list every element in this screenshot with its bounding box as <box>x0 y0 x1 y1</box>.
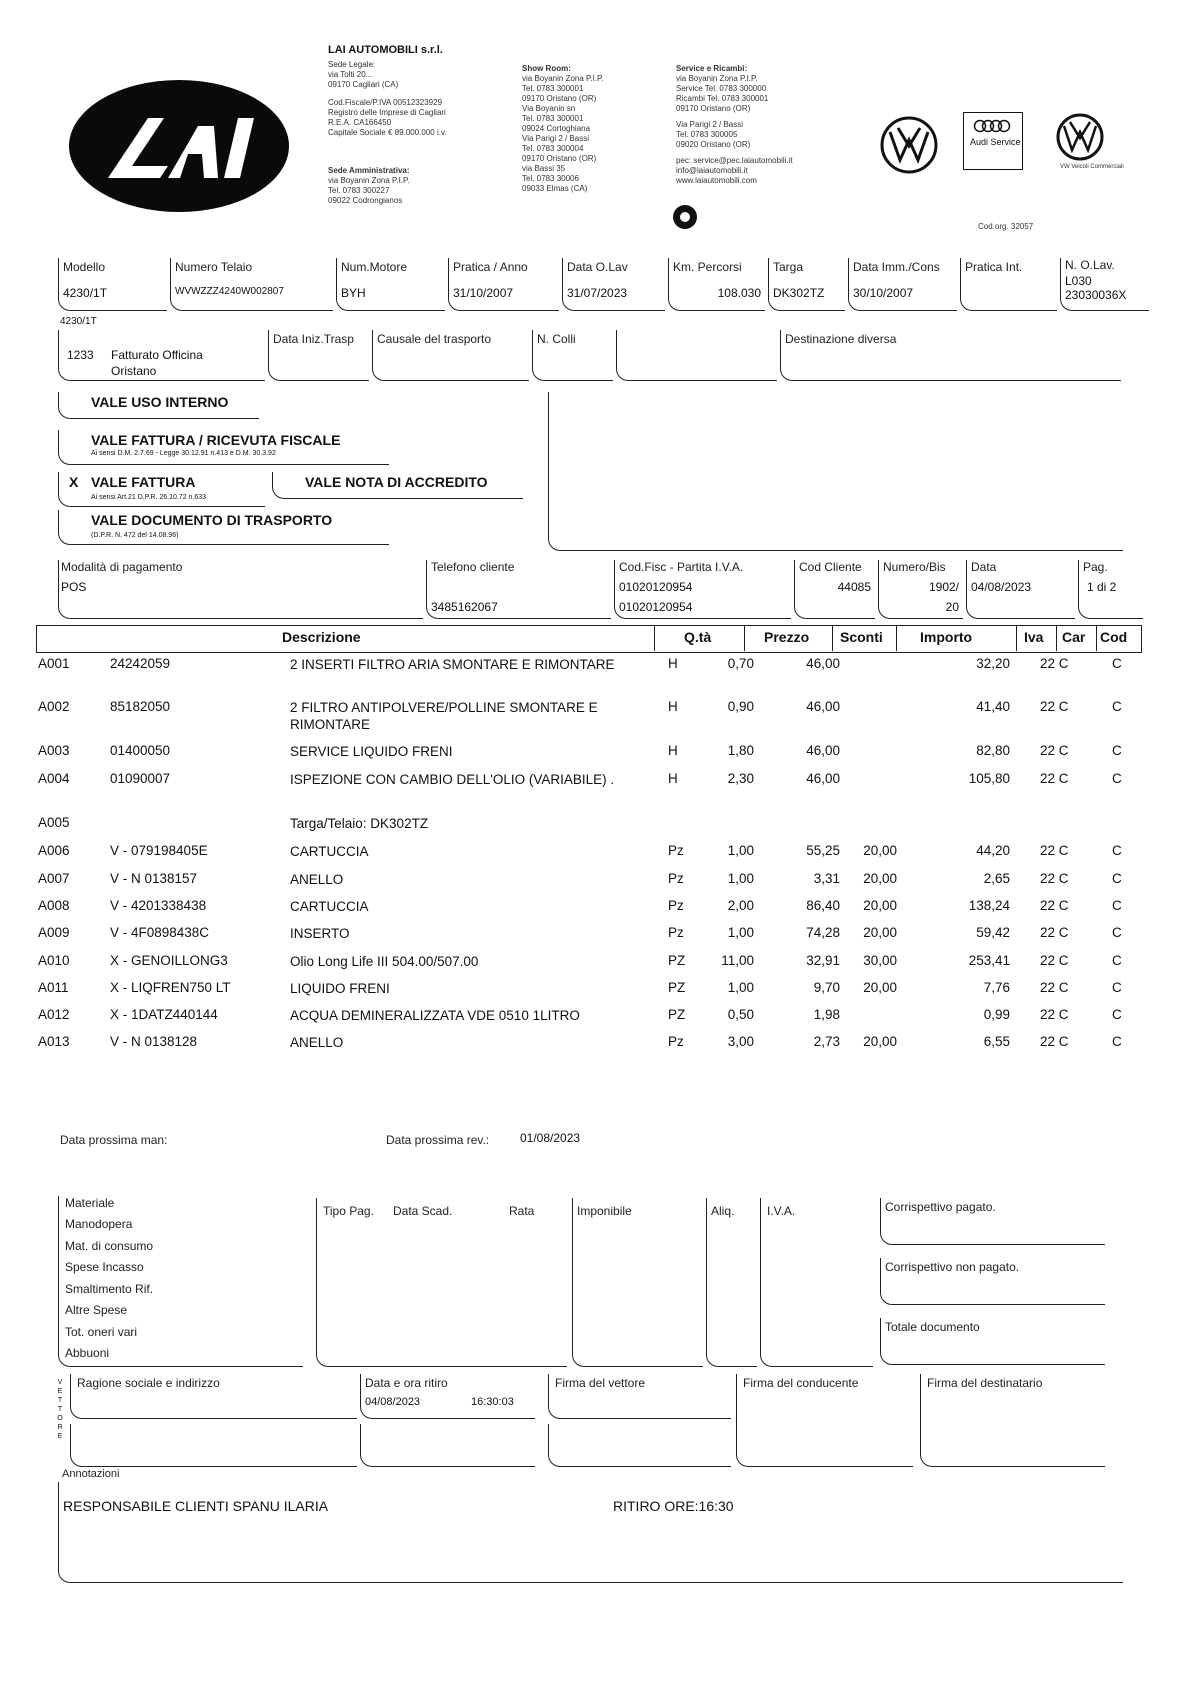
field-pagina: Pag. 1 di 2 <box>1078 560 1143 619</box>
company-col1b: Sede Amministrativa: via Boyanin Zona P.I.P. Tel. 0783 300227 09022 Codrongianos <box>328 166 410 205</box>
company-name: LAI AUTOMOBILI s.r.l. <box>328 44 443 56</box>
th-qta: Q.tà <box>684 629 712 645</box>
responsabile-text: RESPONSABILE CLIENTI SPANU ILARIA <box>63 1498 329 1514</box>
table-row: A006 V - 079198405E CARTUCCIA Pz 1,00 55,25 20,00 44,20 22 C C <box>38 843 1122 859</box>
table-header <box>36 625 1142 653</box>
vw-commercial-caption: VW Veicoli Commerciali <box>1060 164 1124 170</box>
table-row: A010 X - GENOILLONG3 Olio Long Life III 504.00/507.00 PZ 11,00 32,91 30,00 253,41 22 C C <box>38 953 1122 969</box>
field-pratica-anno: Pratica / Anno 31/10/2007 <box>448 258 559 311</box>
next-maintenance-label: Data prossima man: <box>60 1133 168 1147</box>
fattura-checkmark: X <box>69 474 79 490</box>
field-modello: Modello 4230/1T <box>58 258 167 311</box>
table-row: A005 Targa/Telaio: DK302TZ <box>38 815 429 831</box>
check-fattura-ricevuta[interactable]: VALE FATTURA / RICEVUTA FISCALE Ai sensi D.M. 2.7.69 - Legge 30.12.91 n.413 e D.M. 30.3.92 <box>58 430 389 465</box>
table-row: A009 V - 4F0898438C INSERTO Pz 1,00 74,28 20,00 59,42 22 C C <box>38 925 1122 941</box>
model-sub: 4230/1T <box>60 316 97 327</box>
field-codfisc: Cod.Fisc - Partita I.V.A. 01020120954 01020120954 <box>614 560 791 619</box>
cod-org: Cod.org. 32057 <box>978 222 1034 231</box>
company-col2: Show Room: via Boyanin Zona P.I.P. Tel. 0783 300001 09170 Oristano (OR) Via Boyanin sn Tel. 0783 300001 09024 Cortoghiana Via Parigi 2 / Bassi Tel. 0783 300004 09170 Oristano (OR) via Bassi 35 Tel. 0783 30006 09033 Elmas (CA) <box>522 64 604 193</box>
audi-service-logo: Audi Service <box>963 112 1023 170</box>
firma-conducente-box: Firma del conducente <box>736 1374 913 1467</box>
ritiro-ore-text: RITIRO ORE:16:30 <box>613 1498 734 1514</box>
annotazioni-box <box>58 1482 1123 1583</box>
th-sconti: Sconti <box>840 629 883 645</box>
check-fattura[interactable]: X VALE FATTURA Ai sensi Art.21 D.P.R. 26.10.72 n.633 <box>58 472 265 507</box>
th-importo: Importo <box>920 629 973 645</box>
company-col1: Sede Legale: via Tolti 20... 09170 Cagliari (CA) Cod.Fiscale/P.IVA 00512323929 Registro delle Imprese di Cagliari R.E.A. CA166450 Capitale Sociale € 89.000.000 i.v. <box>328 60 447 137</box>
next-revision-label: Data prossima rev.: <box>386 1133 490 1147</box>
field-cod-cliente: Cod Cliente 44085 <box>794 560 875 619</box>
next-revision-value: 01/08/2023 <box>520 1131 581 1145</box>
lai-logo <box>68 78 290 214</box>
firma-vettore-box-2 <box>548 1424 731 1467</box>
field-telefono: Telefono cliente 3485162067 <box>426 560 611 619</box>
iva-box: I.V.A. <box>760 1198 873 1367</box>
table-row: A003 01400050 SERVICE LIQUIDO FRENI H 1,80 46,00 82,80 22 C C <box>38 743 1122 759</box>
audi-rings-icon <box>971 119 1015 133</box>
field-destinazione: Destinazione diversa <box>780 330 1121 381</box>
field-colli: N. Colli <box>532 330 613 381</box>
table-row: A012 X - 1DATZ440144 ACQUA DEMINERALIZZATA VDE 0510 1LITRO PZ 0,50 1,98 0,99 22 C C <box>38 1007 1122 1023</box>
check-ddt[interactable]: VALE DOCUMENTO DI TRASPORTO (D.P.R. N. 472 del 14.08.96) <box>58 510 389 545</box>
table-row: A001 24242059 2 INSERTI FILTRO ARIA SMONTARE E RIMONTARE H 0,70 46,00 32,20 22 C C <box>38 656 1122 672</box>
field-pratica-int: Pratica Int. <box>960 258 1057 311</box>
th-cod: Cod <box>1100 629 1128 645</box>
ritiro-box-2 <box>360 1424 535 1467</box>
corrispettivo-pagato-box: Corrispettivo pagato. <box>880 1198 1105 1245</box>
totale-documento-box: Totale documento <box>880 1318 1105 1365</box>
corrispettivo-non-pagato-box: Corrispettivo non pagato. <box>880 1258 1105 1305</box>
field-modalita: Modalità di pagamento POS <box>58 560 423 619</box>
summary-items-box: Materiale Manodopera Mat. di consumo Spese Incasso Smaltimento Rif. Altre Spese Tot. oneri vari Abbuoni <box>58 1196 303 1367</box>
imponibile-box: Imponibile <box>572 1198 703 1367</box>
field-causale: Causale del trasporto <box>372 330 529 381</box>
vw-logo-icon <box>880 116 938 174</box>
th-car: Car <box>1062 629 1086 645</box>
field-targa: Targa DK302TZ <box>768 258 845 311</box>
aliquota-box: Aliq. <box>706 1198 757 1367</box>
field-n-olav: N. O.Lav. L030 23030036X <box>1060 258 1149 311</box>
table-row: A007 V - N 0138157 ANELLO Pz 1,00 3,31 20,00 2,65 22 C C <box>38 871 1122 887</box>
annotazioni-label: Annotazioni <box>62 1468 120 1480</box>
field-data-imm: Data Imm./Cons 30/10/2007 <box>848 258 957 311</box>
indirizzo-box <box>70 1424 357 1467</box>
field-data-olav: Data O.Lav 31/07/2023 <box>562 258 665 311</box>
ritiro-box: Data e ora ritiro 04/08/2023 16:30:03 <box>360 1374 535 1419</box>
field-motore: Num.Motore BYH <box>336 258 445 311</box>
company-col3: Service e Ricambi: via Boyanin Zona P.I.P. Service Tel. 0783 300000 Ricambi Tel. 0783 300001 09170 Oristano (OR) Via Parigi 2 / Bassi Tel. 0783 300005 09020 Oristano (OR) pec: service@pec.laiautomobili.it info@laiautomobili.it www.laiautomobili.com <box>676 64 793 185</box>
vettore-side-label: VETTORE <box>57 1379 63 1440</box>
th-iva: Iva <box>1024 629 1044 645</box>
certification-seal-icon <box>672 204 698 230</box>
scadenze-box: Tipo Pag. Data Scad. Rata <box>316 1198 567 1367</box>
firma-destinatario-box: Firma del destinatario <box>920 1374 1105 1467</box>
field-numero: Numero/Bis 1902/ 20 <box>878 560 963 619</box>
table-row: A008 V - 4201338438 CARTUCCIA Pz 2,00 86,40 20,00 138,24 22 C C <box>38 898 1122 914</box>
th-prezzo: Prezzo <box>764 629 810 645</box>
table-row: A002 85182050 2 FILTRO ANTIPOLVERE/POLLINE SMONTARE E RIMONTARE H 0,90 46,00 41,40 22 C C <box>38 699 1122 732</box>
table-row: A013 V - N 0138128 ANELLO Pz 3,00 2,73 20,00 6,55 22 C C <box>38 1034 1122 1050</box>
table-row: A011 X - LIQFREN750 LT LIQUIDO FRENI PZ 1,00 9,70 20,00 7,76 22 C C <box>38 980 1122 996</box>
check-uso-interno[interactable]: VALE USO INTERNO <box>58 392 259 419</box>
vw-commercial-logo-icon <box>1055 112 1105 162</box>
field-data-doc: Data 04/08/2023 <box>966 560 1075 619</box>
th-descrizione: Descrizione <box>282 629 361 645</box>
ragione-sociale-box: Ragione sociale e indirizzo <box>70 1374 357 1419</box>
client-address-box <box>548 392 1123 551</box>
field-km: Km. Percorsi 108.030 <box>668 258 765 311</box>
field-data-iniz-trasp: Data Iniz.Trasp <box>268 330 369 381</box>
table-row: A004 01090007 ISPEZIONE CON CAMBIO DELL'OLIO (VARIABILE) . H 2,30 46,00 105,80 22 C C <box>38 771 1122 787</box>
field-telaio: Numero Telaio WVWZZZ4240W002807 <box>170 258 333 311</box>
site-box: 1233 Fatturato Officina Oristano <box>58 330 265 381</box>
check-nota-accredito[interactable]: VALE NOTA DI ACCREDITO <box>272 472 523 499</box>
firma-vettore-box: Firma del vettore <box>548 1374 731 1419</box>
field-empty <box>616 330 777 381</box>
